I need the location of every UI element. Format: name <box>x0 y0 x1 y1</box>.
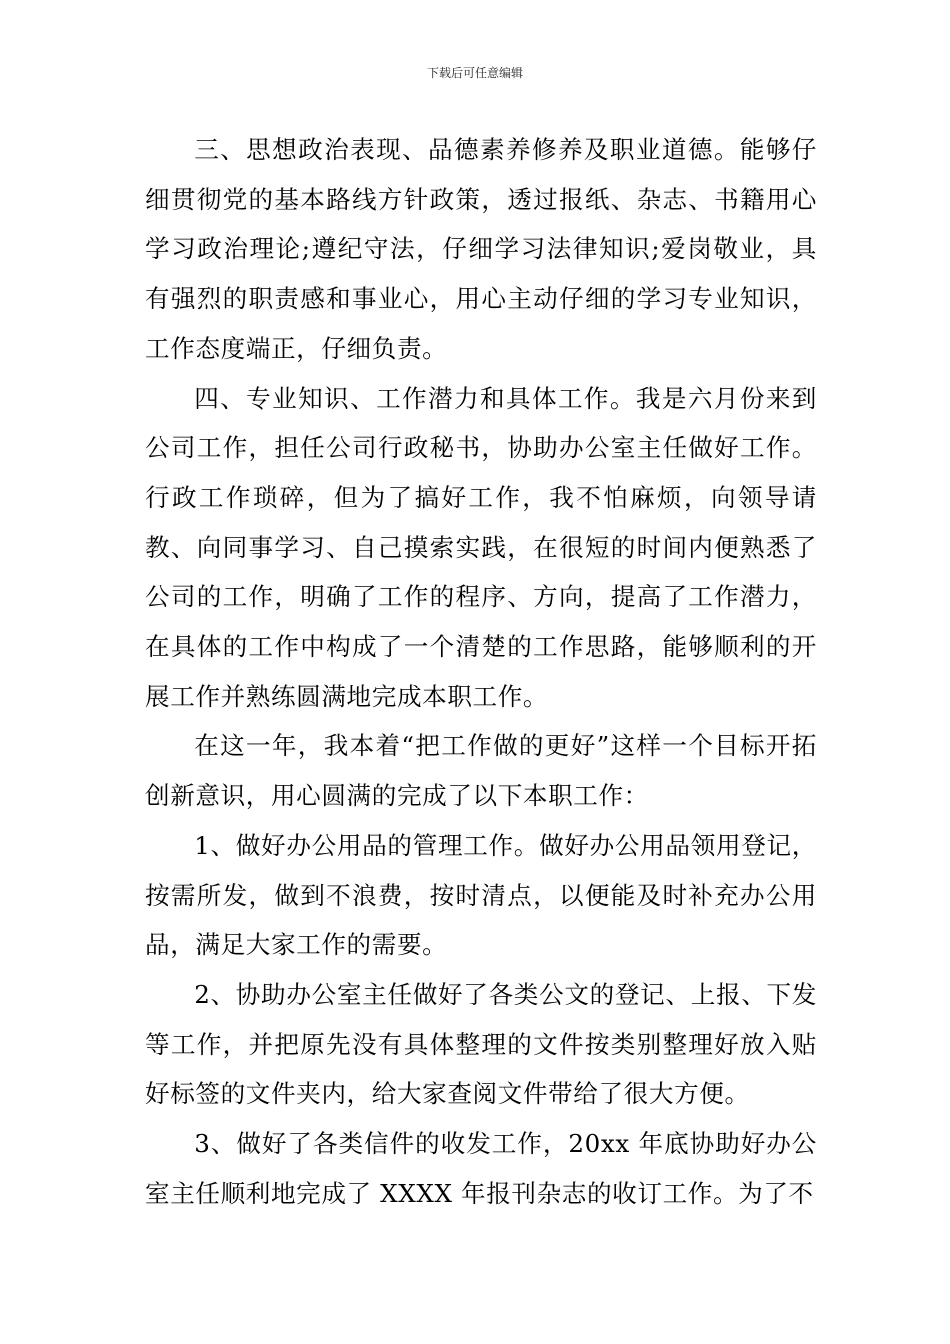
document-body <box>145 125 817 1218</box>
paragraph-conduct: 三、思想政治表现、品德素养修养及职业道德。能够仔细贯彻党的基本路线方针政策，透过报纸、杂志、书籍用心学习政治理论;遵纪守法，仔细学习法律知识;爱岗敬业，具有强烈的职责感和事业心，用心主动仔细的学习专业知识，工作态度端正，仔细负责。 <box>145 135 817 363</box>
paragraph-skills: 四、专业知识、工作潜力和具体工作。我是六月份来到公司工作，担任公司行政秘书，协助办公室主任做好工作。行政工作琐碎，但为了搞好工作，我不怕麻烦，向领导请教、向同事学习、自己摸索实践，在很短的时间内便熟悉了公司的工作，明确了工作的程序、方向，提高了工作潜力，在具体的工作中构成了一个清楚的工作思路，能够顺利的开展工作并熟练圆满地完成本职工作。 <box>145 383 817 711</box>
paragraph-item-3: 3、做好了各类信件的收发工作，20xx 年底协助好办公室主任顺利地完成了 XXXX 年报刊杂志的收订工作。为了不 <box>145 1129 817 1208</box>
page-header: 下载后可任意编辑 <box>426 66 523 80</box>
paragraph-year-goal: 在这一年，我本着“把工作做的更好”这样一个目标开拓创新意识，用心圆满的完成了以下本职工作： <box>145 731 817 811</box>
paragraph-item-2: 2、协助办公室主任做好了各类公文的登记、上报、下发等工作，并把原先没有具体整理的文件按类别整理好放入贴好标签的文件夹内，给大家查阅文件带给了很大方便。 <box>145 979 817 1109</box>
paragraph-item-1: 1、做好办公用品的管理工作。做好办公用品领用登记，按需所发，做到不浪费，按时清点，以便能及时补充办公用品，满足大家工作的需要。 <box>145 830 817 960</box>
